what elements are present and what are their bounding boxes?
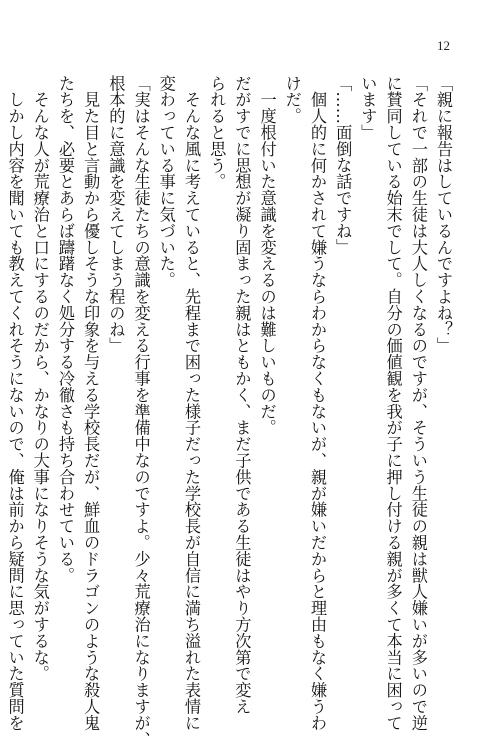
text-line-9: だがすでに思想が凝り固まった親はともかく、まだ子供である生徒はやり方次第で変え	[232, 75, 252, 715]
vertical-text-body	[5, 75, 456, 747]
text-line-18: しかし内容を聞いても教えてくれそうにないので、俺は前から疑問に思っていた質問を	[5, 75, 25, 731]
text-line-8: 一度根付いた意識を変えるのは難しいものだ。	[257, 75, 277, 436]
text-line-2: 「それで一部の生徒は大人しくなるのですが、そういう生徒の親は獣人嫌いが多いので逆	[408, 75, 428, 731]
text-line-10: られると思う。	[207, 75, 227, 190]
text-line-5: 「……面倒な話ですね」	[333, 75, 353, 256]
text-line-15: 見た目と言動から優しそうな印象を与える学校長だが、鮮血のドラゴンのような殺人鬼	[81, 75, 101, 731]
text-line-4: います」	[358, 75, 378, 141]
text-line-17: そんな人が荒療治と口にするのだから、かなりの大事になりそうな気がするな。	[30, 75, 50, 682]
text-line-6: 個人的に何かされて嫌うならわからなくもないが、親が嫌いだからと理由もなく嫌うわ	[307, 75, 327, 731]
text-line-12: 変わっている事に気づいた。	[156, 75, 176, 289]
text-line-1: 「親に報告はしているんですよね？」	[434, 75, 453, 354]
text-line-11: そんな風に考えていると、先程まで困った様子だった学校長が自信に満ち溢れた表情に	[181, 75, 201, 731]
text-line-14: 根本的に意識を変えてしまう程のね」	[106, 75, 126, 354]
text-line-7: けだ。	[282, 75, 302, 125]
text-line-16: たちを、必要とあらば躊躇なく処分する冷徹さも持ち合わせている。	[55, 75, 75, 584]
page-number: 12	[437, 38, 450, 53]
text-line-13: 「実はそんな生徒たちの意識を変える行事を準備中なのですよ。少々荒療治になりますが、	[131, 75, 151, 747]
text-line-3: に賛同している始末でして。自分の価値観を我が子に押し付ける親が多くて本当に困って	[383, 75, 403, 731]
